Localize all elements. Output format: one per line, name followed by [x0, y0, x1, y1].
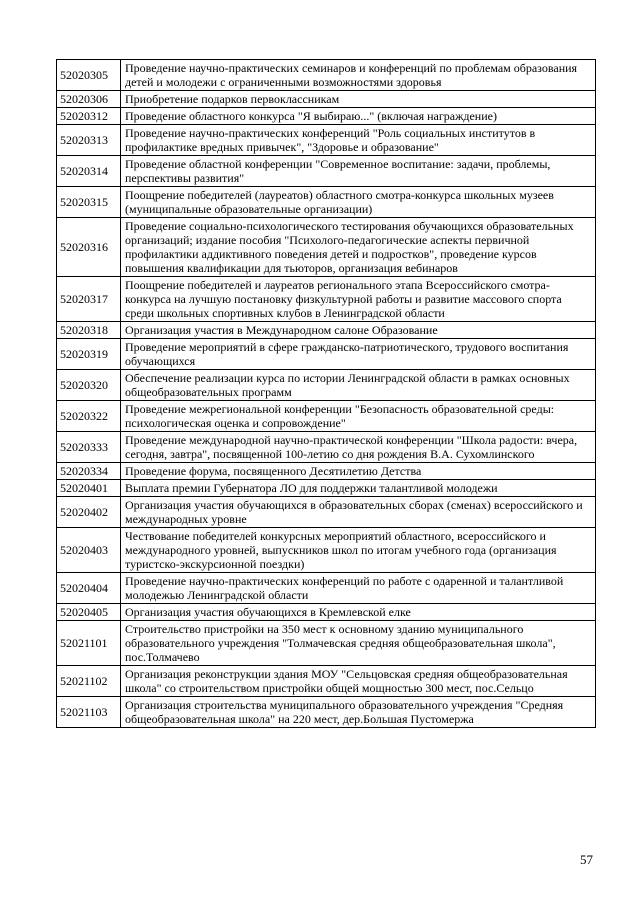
row-description: Выплата премии Губернатора ЛО для поддержки талантливой молодежи [121, 480, 596, 497]
row-description: Организация участия обучающихся в образовательных сборах (сменах) всероссийского и международных уровне [121, 497, 596, 528]
row-code: 52020405 [57, 604, 121, 621]
table-row [57, 573, 596, 604]
row-code: 52020401 [57, 480, 121, 497]
row-description: Приобретение подарков первоклассникам [121, 91, 596, 108]
table-row [57, 528, 596, 573]
row-description: Поощрение победителей и лауреатов регионального этапа Всероссийского смотра-конкурса на лучшую постановку физкультурной работы и развитие массового спорта среди школьных спортивных клубов в Ленинградской области [121, 277, 596, 322]
row-code: 52020314 [57, 156, 121, 187]
row-description: Организация строительства муниципального образовательного учреждения "Средняя общеобразовательная школа" на 220 мест, дер.Большая Пустомержа [121, 697, 596, 728]
row-code: 52020317 [57, 277, 121, 322]
table-row [57, 697, 596, 728]
row-code: 52020403 [57, 528, 121, 573]
row-description: Организация реконструкции здания МОУ "Сельцовская средняя общеобразовательная школа" со строительством пристройки общей мощностью 300 мест, пос.Сельцо [121, 666, 596, 697]
row-code: 52020334 [57, 463, 121, 480]
row-description: Строительство пристройки на 350 мест к основному зданию муниципального образовательного учреждения "Толмачевская средняя общеобразовательная школа", пос.Толмачево [121, 621, 596, 666]
row-code: 52020322 [57, 401, 121, 432]
row-code: 52021102 [57, 666, 121, 697]
table-row [57, 604, 596, 621]
row-description: Проведение научно-практических конференций "Роль социальных институтов в профилактике вредных привычек", "Здоровье и образование" [121, 125, 596, 156]
row-code: 52020313 [57, 125, 121, 156]
row-description: Обеспечение реализации курса по истории Ленинградской области в рамках основных общеобразовательных программ [121, 370, 596, 401]
row-code: 52020318 [57, 322, 121, 339]
row-description: Проведение форума, посвященного Десятилетию Детства [121, 463, 596, 480]
table-row [57, 108, 596, 125]
row-code: 52020315 [57, 187, 121, 218]
table-row [57, 187, 596, 218]
table-row [57, 497, 596, 528]
row-code: 52021103 [57, 697, 121, 728]
row-description: Организация участия в Международном салоне Образование [121, 322, 596, 339]
table-row [57, 432, 596, 463]
row-code: 52021101 [57, 621, 121, 666]
row-description: Проведение областного конкурса "Я выбираю..." (включая награждение) [121, 108, 596, 125]
row-description: Чествование победителей конкурсных мероприятий областного, всероссийского и международного уровней, выпускников школ по итогам учебного года (организация туристско-экскурсионной поездки) [121, 528, 596, 573]
table-row [57, 277, 596, 322]
table-row [57, 666, 596, 697]
row-description: Поощрение победителей (лауреатов) областного смотра-конкурса школьных музеев (муниципальные образовательные организации) [121, 187, 596, 218]
table-row [57, 156, 596, 187]
row-code: 52020305 [57, 60, 121, 91]
table-row [57, 218, 596, 277]
row-description: Проведение научно-практических семинаров и конференций по проблемам образования детей и молодежи с ограниченными возможностями здоровья [121, 60, 596, 91]
table-row [57, 125, 596, 156]
budget-codes-table [56, 59, 596, 728]
page-number: 57 [580, 852, 593, 867]
row-code: 52020319 [57, 339, 121, 370]
row-code: 52020316 [57, 218, 121, 277]
row-description: Проведение научно-практических конференций по работе с одаренной и талантливой молодежью Ленинградской области [121, 573, 596, 604]
table-body [57, 60, 596, 728]
row-code: 52020333 [57, 432, 121, 463]
table-row [57, 463, 596, 480]
table-row [57, 370, 596, 401]
row-description: Проведение областной конференции "Современное воспитание: задачи, проблемы, перспективы развития" [121, 156, 596, 187]
row-code: 52020306 [57, 91, 121, 108]
row-description: Проведение мероприятий в сфере гражданско-патриотического, трудового воспитания обучающихся [121, 339, 596, 370]
row-code: 52020402 [57, 497, 121, 528]
row-code: 52020404 [57, 573, 121, 604]
table-row [57, 60, 596, 91]
row-description: Организация участия обучающихся в Кремлевской елке [121, 604, 596, 621]
table-row [57, 480, 596, 497]
row-code: 52020320 [57, 370, 121, 401]
row-description: Проведение межрегиональной конференции "Безопасность образовательной среды: психологическая оценка и сопровождение" [121, 401, 596, 432]
row-description: Проведение социально-психологического тестирования обучающихся образовательных организаций; издание пособия "Психолого-педагогические аспекты первичной профилактики аддиктивного поведения детей и подростков", проведение курсов повышения квалификации для тьюторов, организация вебинаров [121, 218, 596, 277]
table-row [57, 621, 596, 666]
table-row [57, 401, 596, 432]
table-row [57, 339, 596, 370]
table-row [57, 322, 596, 339]
table-row [57, 91, 596, 108]
row-code: 52020312 [57, 108, 121, 125]
row-description: Проведение международной научно-практической конференции "Школа радости: вчера, сегодня, завтра", посвященной 100-летию со дня рождения В.А. Сухомлинского [121, 432, 596, 463]
